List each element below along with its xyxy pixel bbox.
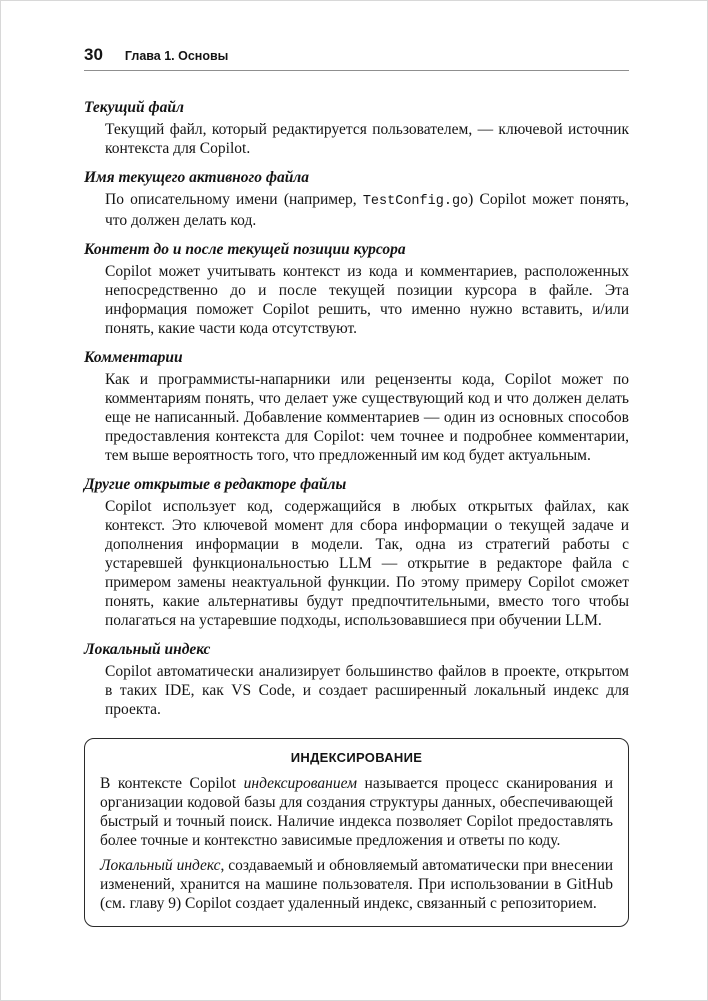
section-heading: Другие открытые в редакторе файлы <box>84 476 347 493</box>
body-text-pre: По описательному имени (например, <box>105 191 363 208</box>
code-filename: TestConfig.go <box>362 194 469 209</box>
indexing-callout <box>84 738 629 927</box>
section-body: Текущий файл, который редактируется пользователем, — ключевой источник контекста для Copilot. <box>105 121 629 157</box>
section-comments <box>84 348 629 465</box>
callout-emphasis: индексированием <box>243 775 357 792</box>
section-heading: Комментарии <box>84 349 183 366</box>
section-body: Copilot использует код, содержащийся в любых открытых файлах, как контекст. Это ключевой момент для сбора информации о текущей задаче и дополнения информации в модели. Так, одна из стратегий работы с устаревшей функциональностью LLM — открытие в редакторе файла с примером замены неактуальной функции. По этому примеру Copilot сможет понять, какие альтернативы будут предпочтительными, вместо того чтобы полагаться на устаревшие подходы, использовавшиеся при обучении LLM. <box>105 498 629 629</box>
page-header <box>84 45 629 65</box>
section-local-index <box>84 640 629 719</box>
section-body: Copilot автоматически анализирует большинство файлов в проекте, открытом в таких IDE, как VS Code, и создает расширенный локальный индекс для проекта. <box>105 663 629 718</box>
section-heading: Текущий файл <box>84 99 184 116</box>
callout-text: называется процесс сканирования и организации кодовой базы для создания структуры данных, обеспечивающей быстрый и точный поиск. Наличие индекса позволяет Copilot предоставлять более точные и контекстно зависимые предложения и ответы по коду. <box>100 775 613 849</box>
body-text-post: ) Copilot может понять, что должен делать код. <box>105 191 629 229</box>
section-body: Как и программисты-напарники или рецензенты кода, Copilot может по комментариям понять, что делает уже существующий код и что должен делать еще не написанный. Добавление комментариев — один из основных способов предоставления контекста для Copilot: чем точнее и подробнее комментарии, тем выше вероятность того, что предложенный им код будет актуальным. <box>105 371 629 464</box>
callout-title: ИНДЕКСИРОВАНИЕ <box>290 750 423 765</box>
section-active-file-name <box>84 168 629 230</box>
section-body <box>84 190 629 230</box>
callout-paragraph-1 <box>100 774 613 850</box>
section-heading: Имя текущего активного файла <box>84 169 310 186</box>
chapter-title: Глава 1. Основы <box>124 49 229 63</box>
section-current-file <box>84 98 629 158</box>
section-cursor-context <box>84 240 629 338</box>
callout-text: , создаваемый и обновляемый автоматически при внесении изменений, хранится на машине пользователя. При использовании в GitHub (см. главу 9) Copilot создает удаленный индекс, связанный с репозиторием. <box>100 857 614 912</box>
section-body: Copilot может учитывать контекст из кода и комментариев, расположенных непосредственно до и после текущей позиции курсора в файле. Эта информация поможет Copilot решить, что именно нужно вставить, и/или понять, какие части кода отсутствуют. <box>105 263 629 337</box>
header-rule <box>84 70 629 71</box>
section-other-open-files <box>84 475 629 630</box>
page-number: 30 <box>84 45 103 64</box>
section-heading: Контент до и после текущей позиции курсора <box>84 241 406 258</box>
callout-emphasis: Локальный индекс <box>100 857 221 874</box>
callout-text: В контексте Copilot <box>100 775 244 792</box>
callout-paragraph-2 <box>100 856 613 913</box>
section-heading: Локальный индекс <box>84 641 211 658</box>
